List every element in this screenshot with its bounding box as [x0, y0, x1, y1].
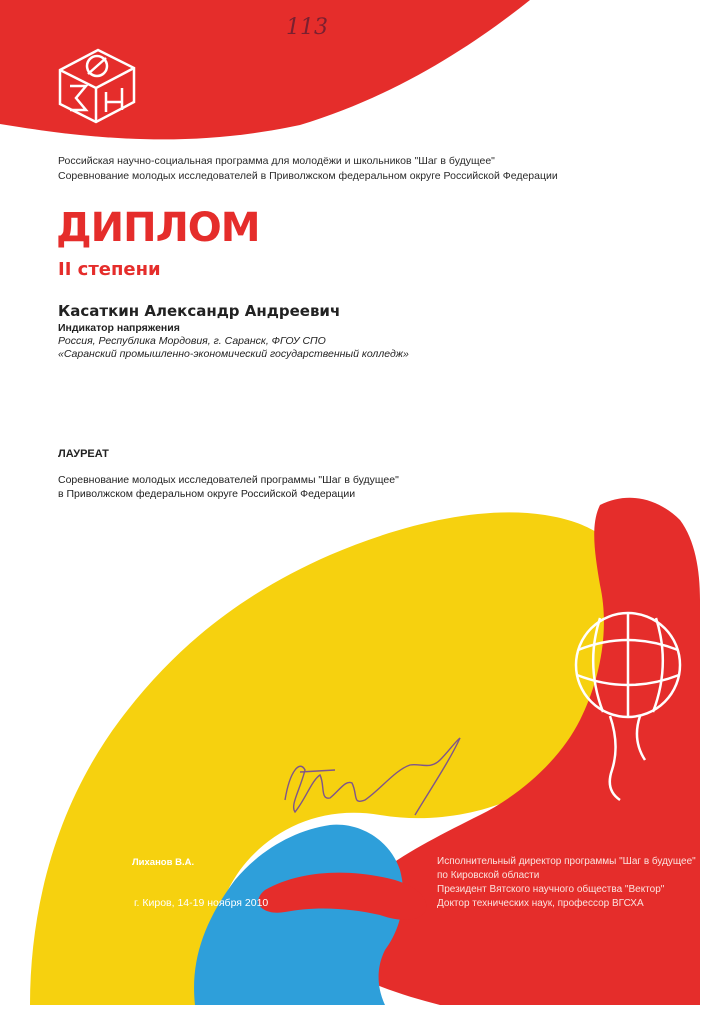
recipient-institution: «Саранский промышленно-экономический государственный колледж» — [58, 348, 409, 360]
diploma-title: ДИПЛОМ — [56, 205, 260, 251]
position-line: Доктор технических наук, профессор ВГСХА — [437, 898, 644, 909]
diploma-degree: II степени — [58, 259, 161, 280]
award-label: ЛАУРЕАТ — [58, 448, 109, 460]
position-line: Президент Вятского научного общества "Вектор" — [437, 884, 665, 895]
recipient-name: Касаткин Александр Андреевич — [58, 302, 341, 320]
project-title: Индикатор напряжения — [58, 322, 180, 334]
award-line-1: Соревнование молодых исследователей программы "Шаг в будущее" — [58, 474, 399, 486]
award-line-2: в Приволжском федеральном округе Российской Федерации — [58, 488, 356, 500]
place-and-date: г. Киров, 14-19 ноября 2010 — [134, 897, 269, 909]
signatory-position — [437, 855, 699, 911]
signatory-name: Лиханов В.А. — [132, 857, 195, 868]
position-line: по Кировской области — [437, 870, 540, 881]
handwritten-serial-number: 113 — [286, 15, 328, 40]
recipient-location: Россия, Республика Мордовия, г. Саранск, ФГОУ СПО — [58, 335, 326, 347]
competition-title: Соревнование молодых исследователей в Приволжском федеральном округе Российской Федерации — [58, 170, 558, 182]
top-red-banner — [0, 0, 530, 139]
program-title: Российская научно-социальная программа для молодёжи и школьников "Шаг в будущее" — [58, 155, 495, 167]
position-line: Исполнительный директор программы "Шаг в будущее" — [437, 856, 696, 867]
